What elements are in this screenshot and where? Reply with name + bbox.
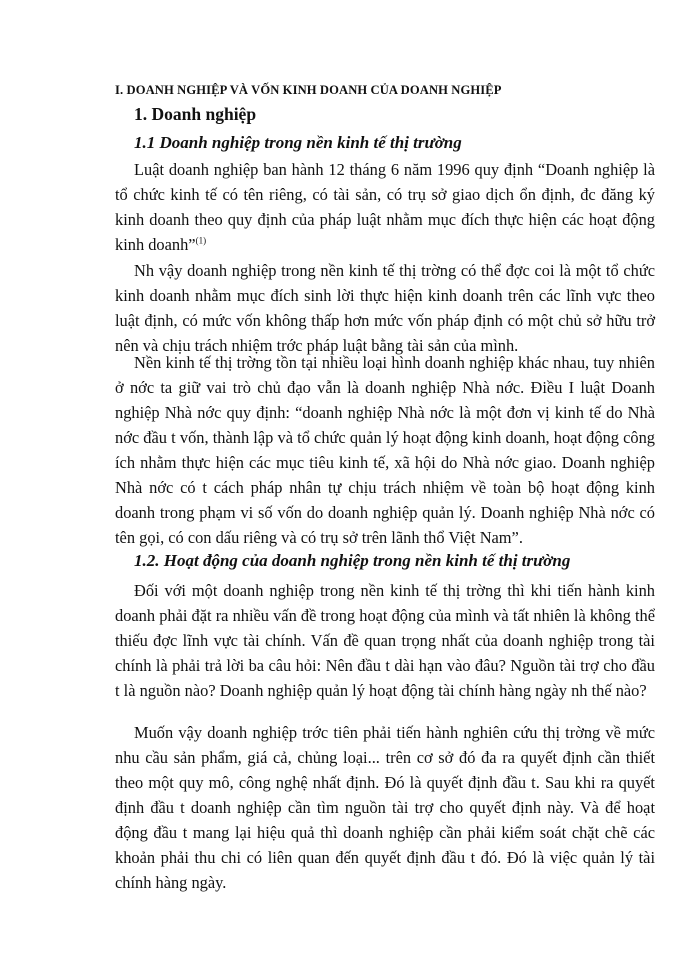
paragraph-1 xyxy=(115,157,655,257)
subsection-heading: 1. Doanh nghiệp xyxy=(134,104,257,124)
subheading-1-2: 1.2. Hoạt động của doanh nghiệp trong nền kinh tế thị trường xyxy=(134,551,571,570)
paragraph-5: Muốn vậy doanh nghiệp trớc tiên phải tiến hành nghiên cứu thị trờng về mức nhu cầu sản phẩm, giá cả, chủng loại... trên cơ sở đó đa ra quyết định cần thiết theo một quy mô, công nghệ nhất định. Đó là quyết định đầu t. Sau khi ra quyết định đầu t doanh nghiệp cần tìm nguồn tài trợ cho quyết định này. Và để hoạt động đầu t mang lại hiệu quả thì doanh nghiệp cần phải kiểm soát chặt chẽ các khoản phải thu chi có liên quan đến quyết định đầu t đó. Đó là việc quản lý tài chính hàng ngày. xyxy=(115,723,655,892)
paragraph-1-text: Luật doanh nghiệp ban hành 12 tháng 6 năm 1996 quy định “Doanh nghiệp là tổ chức kinh tế có tên riêng, có tài sản, có trụ sở giao dịch ổn định, đc đăng ký kinh doanh theo quy định của pháp luật nhằm mục đích thực hiện các hoạt động kinh doanh” xyxy=(115,160,655,254)
paragraph-4: Đối với một doanh nghiệp trong nền kinh tế thị trờng thì khi tiến hành kinh doanh phải đặt ra nhiều vấn đề trong hoạt động của mình và tất nhiên là không thể thiếu đợc lĩnh vực tài chính. Vấn đề quan trọng nhất của doanh nghiệp trong tài chính là phải trả lời ba câu hỏi: Nên đầu t dài hạn vào đâu? Nguồn tài trợ cho đầu t là nguồn nào? Doanh nghiệp quản lý hoạt động tài chính hàng ngày nh thế nào? xyxy=(115,581,655,700)
section-heading: I. DOANH NGHIỆP VÀ VỐN KINH DOANH CỦA DOANH NGHIỆP xyxy=(115,83,502,97)
paragraph-3: Nền kinh tế thị trờng tồn tại nhiều loại hình doanh nghiệp khác nhau, tuy nhiên ở nớc ta giữ vai trò chủ đạo vẫn là doanh nghiệp Nhà nớc. Điều I luật Doanh nghiệp Nhà nớc quy định: “doanh nghiệp Nhà nớc là một đơn vị kinh tế do Nhà nớc đầu t vốn, thành lập và tổ chức quản lý hoạt động kinh doanh, hoạt động công ích nhằm thực hiện các mục tiêu kinh tế, xã hội do Nhà nớc giao. Doanh nghiệp Nhà nớc có t cách pháp nhân tự chịu trách nhiệm về toàn bộ hoạt động kinh doanh trong phạm vi số vốn do doanh nghiệp quản lý. Doanh nghiệp Nhà nớc có tên gọi, có con dấu riêng và có trụ sở trên lãnh thổ Việt Nam”. xyxy=(115,353,655,547)
subheading-1-1: 1.1 Doanh nghiệp trong nền kinh tế thị trường xyxy=(134,133,462,152)
footnote-marker: (1) xyxy=(195,235,207,246)
paragraph-2: Nh vậy doanh nghiệp trong nền kinh tế thị trờng có thể đợc coi là một tổ chức kinh doanh nhằm mục đích sinh lời thực hiện kinh doanh trên các lĩnh vực theo luật định, có mức vốn không thấp hơn mức vốn pháp định có một chủ sở hữu trở nên và chịu trách nhiệm trớc pháp luật bằng tài sản của mình. xyxy=(115,261,655,355)
